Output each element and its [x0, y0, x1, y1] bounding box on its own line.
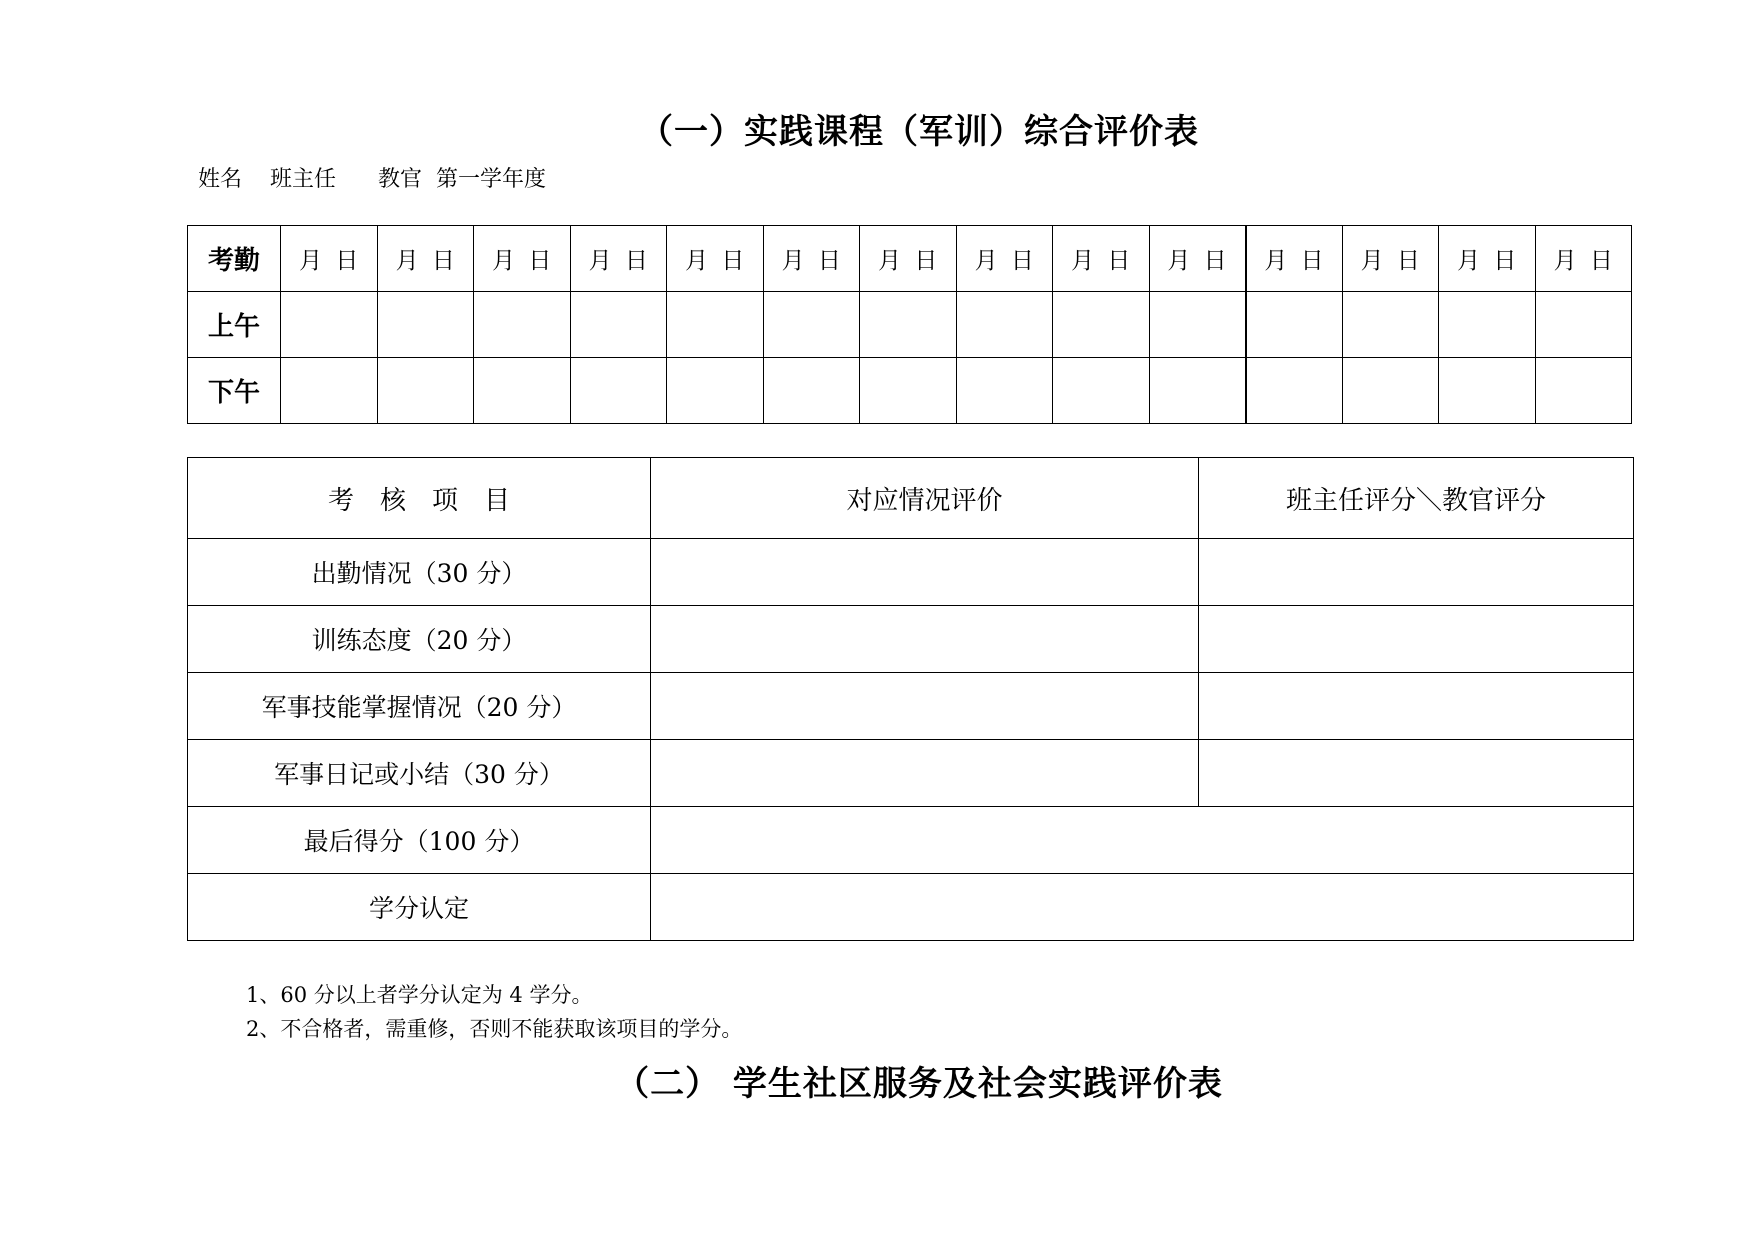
date-header-cell: 月 日	[474, 226, 571, 292]
score-cell[interactable]	[1199, 740, 1634, 807]
table-row	[188, 606, 1634, 673]
afternoon-cell[interactable]	[377, 358, 474, 424]
date-header-cell: 月 日	[667, 226, 764, 292]
afternoon-cell[interactable]	[1246, 358, 1343, 424]
note-1: 1、60 分以上者学分认定为 4 学分。	[246, 983, 593, 1007]
evaluation-cell[interactable]	[651, 539, 1199, 606]
teacher-label: 班主任	[270, 167, 337, 192]
morning-cell[interactable]	[860, 292, 957, 358]
score-cell[interactable]	[1199, 606, 1634, 673]
attendance-afternoon-row	[188, 358, 1632, 424]
attendance-label: 考勤	[188, 226, 281, 292]
final-score-label: 最后得分（100 分）	[188, 807, 651, 874]
notes	[246, 978, 742, 1046]
date-header-cell: 月 日	[1342, 226, 1439, 292]
form-info-line	[198, 162, 546, 193]
morning-label: 上午	[188, 292, 281, 358]
date-header-cell: 月 日	[281, 226, 378, 292]
evaluation-cell[interactable]	[651, 740, 1199, 807]
item-label: 军事技能掌握情况（20 分）	[188, 673, 651, 740]
date-header-cell: 月 日	[1053, 226, 1150, 292]
afternoon-cell[interactable]	[1149, 358, 1246, 424]
evaluation-cell[interactable]	[651, 673, 1199, 740]
afternoon-label: 下午	[188, 358, 281, 424]
morning-cell[interactable]	[1342, 292, 1439, 358]
morning-cell[interactable]	[1535, 292, 1632, 358]
morning-cell[interactable]	[1246, 292, 1343, 358]
attendance-table	[187, 225, 1632, 424]
table-row	[188, 673, 1634, 740]
afternoon-cell[interactable]	[474, 358, 571, 424]
morning-cell[interactable]	[474, 292, 571, 358]
year-label: 第一学年度	[436, 167, 547, 192]
date-header-cell: 月 日	[956, 226, 1053, 292]
date-header-cell: 月 日	[1439, 226, 1536, 292]
morning-cell[interactable]	[956, 292, 1053, 358]
form-title: （一）实践课程（军训）综合评价表	[639, 112, 1199, 152]
score-cell[interactable]	[1199, 539, 1634, 606]
table-row	[188, 740, 1634, 807]
morning-cell[interactable]	[377, 292, 474, 358]
afternoon-cell[interactable]	[860, 358, 957, 424]
date-header-cell: 月 日	[763, 226, 860, 292]
afternoon-cell[interactable]	[281, 358, 378, 424]
credit-row	[188, 874, 1634, 941]
afternoon-cell[interactable]	[956, 358, 1053, 424]
evaluation-header-row	[188, 458, 1634, 539]
afternoon-cell[interactable]	[570, 358, 667, 424]
afternoon-cell[interactable]	[1053, 358, 1150, 424]
section-2-title: （二） 学生社区服务及社会实践评价表	[615, 1064, 1223, 1104]
date-header-cell: 月 日	[1149, 226, 1246, 292]
afternoon-cell[interactable]	[763, 358, 860, 424]
morning-cell[interactable]	[667, 292, 764, 358]
morning-cell[interactable]	[1053, 292, 1150, 358]
item-label: 军事日记或小结（30 分）	[188, 740, 651, 807]
final-score-row	[188, 807, 1634, 874]
score-cell[interactable]	[1199, 673, 1634, 740]
date-header-cell: 月 日	[377, 226, 474, 292]
item-label: 训练态度（20 分）	[188, 606, 651, 673]
morning-cell[interactable]	[281, 292, 378, 358]
morning-cell[interactable]	[1439, 292, 1536, 358]
name-label: 姓名	[198, 167, 243, 192]
date-header-cell: 月 日	[1535, 226, 1632, 292]
evaluation-table	[187, 457, 1634, 941]
header-score: 班主任评分＼教官评分	[1199, 458, 1634, 539]
afternoon-cell[interactable]	[1535, 358, 1632, 424]
credit-cell[interactable]	[651, 874, 1634, 941]
credit-label: 学分认定	[188, 874, 651, 941]
item-label: 出勤情况（30 分）	[188, 539, 651, 606]
morning-cell[interactable]	[763, 292, 860, 358]
attendance-header-row	[188, 226, 1632, 292]
date-header-cell: 月 日	[860, 226, 957, 292]
attendance-morning-row	[188, 292, 1632, 358]
note-2: 2、不合格者，需重修，否则不能获取该项目的学分。	[246, 1017, 743, 1041]
date-header-cell: 月 日	[570, 226, 667, 292]
instructor-label: 教官	[377, 167, 422, 192]
evaluation-cell[interactable]	[651, 606, 1199, 673]
morning-cell[interactable]	[570, 292, 667, 358]
date-header-cell: 月 日	[1246, 226, 1343, 292]
header-items: 考 核 项 目	[188, 458, 651, 539]
table-row	[188, 539, 1634, 606]
afternoon-cell[interactable]	[1439, 358, 1536, 424]
header-evaluation: 对应情况评价	[651, 458, 1199, 539]
afternoon-cell[interactable]	[667, 358, 764, 424]
final-score-cell[interactable]	[651, 807, 1634, 874]
morning-cell[interactable]	[1149, 292, 1246, 358]
afternoon-cell[interactable]	[1342, 358, 1439, 424]
